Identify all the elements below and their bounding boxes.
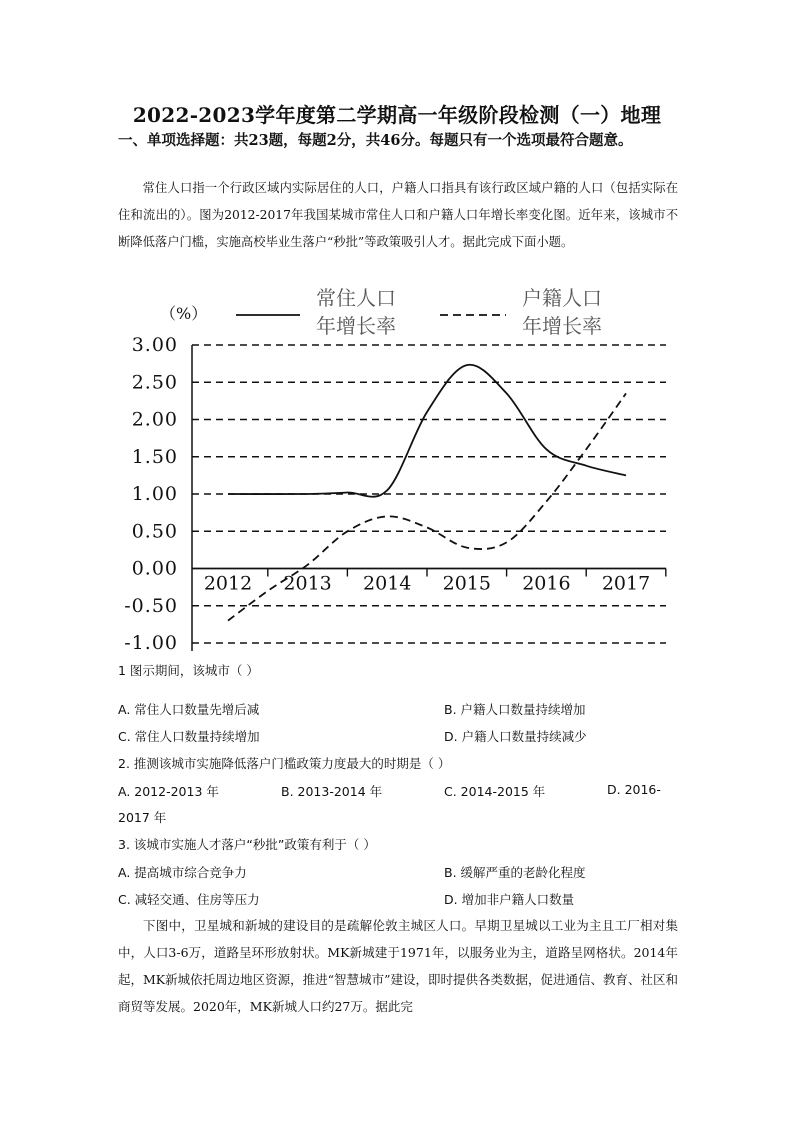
page-title: 2022-2023学年度第二学期高一年级阶段检测（一）地理 [132, 103, 662, 127]
x-tick-label: 2016 [522, 572, 571, 595]
legend-label: 年增长率 [316, 314, 396, 338]
x-tick-label: 2014 [363, 572, 412, 595]
question-1-option-d[interactable]: D. 户籍人口数量持续减少 [444, 729, 587, 744]
question-3-stem: 3. 该城市实施人才落户“秒批”政策有利于（ ） [118, 837, 376, 852]
question-3-option-a[interactable]: A. 提高城市综合竞争力 [118, 865, 247, 880]
section-heading: 一、单项选择题：共23题，每题2分，共46分。每题只有一个选项最符合题意。 [118, 132, 633, 149]
question-3-option-b[interactable]: B. 缓解严重的老龄化程度 [444, 865, 586, 880]
y-tick-label: 2.00 [131, 408, 178, 431]
y-tick-label: -0.50 [124, 594, 178, 617]
y-tick-label: 1.00 [131, 483, 178, 505]
x-tick-label: 2015 [442, 572, 491, 595]
y-tick-label: 2.50 [131, 371, 178, 394]
y-tick-label: 0.00 [131, 557, 178, 580]
y-tick-label: -1.00 [124, 632, 178, 654]
x-tick-label: 2017 [601, 572, 651, 595]
question-2-option-b[interactable]: B. 2013-2014 年 [281, 784, 383, 799]
question-3-option-d[interactable]: D. 增加非户籍人口数量 [444, 892, 575, 907]
y-unit-label: （%） [160, 304, 208, 323]
question-1-stem: 1 图示期间，该城市（ ） [118, 663, 259, 678]
question-2-option-a[interactable]: A. 2012-2013 年 [118, 784, 219, 799]
legend-label: 户籍人口 [522, 286, 602, 310]
legend-label: 年增长率 [522, 314, 602, 338]
question-3-option-c[interactable]: C. 减轻交通、住房等压力 [118, 892, 260, 907]
y-tick-label: 3.00 [131, 334, 178, 356]
question-2-option-d[interactable]: D. 2016- [607, 782, 661, 797]
question-1-option-a[interactable]: A. 常住人口数量先增后减 [118, 702, 260, 717]
question-2-option-d-continued: 2017 年 [118, 810, 167, 825]
population-growth-chart [108, 283, 678, 655]
second-paragraph: 下图中，卫星城和新城的建设目的是疏解伦敦主城区人口。早期卫星城以工业为主且工厂相对集中，人口3-6万，道路呈环形放射状。MK新城建于1971年，以服务业为主，道路呈网格状。2014年起，MK新城依托周边地区资源，推进“智慧城市”建设，即时提供各类数据，促进通信、教育、社区和商贸等发展。2020年，MK新城人口约27万。据此完 [118, 918, 678, 1014]
question-1-option-b[interactable]: B. 户籍人口数量持续增加 [444, 702, 586, 717]
legend-label: 常住人口 [316, 286, 396, 310]
intro-paragraph: 常住人口指一个行政区域内实际居住的人口，户籍人口指具有该行政区域户籍的人口（包括实际在住和流出的）。图为2012-2017年我国某城市常住人口和户籍人口年增长率变化图。近年来，该城市不断降低落户门槛，实施高校毕业生落户“秒批”等政策吸引人才。据此完成下面小题。 [118, 181, 678, 249]
question-2-option-c[interactable]: C. 2014-2015 年 [444, 784, 546, 799]
x-tick-label: 2013 [283, 572, 332, 595]
question-2-stem: 2. 推测该城市实施降低落户门槛政策力度最大的时期是（ ） [118, 756, 451, 771]
question-1-option-c[interactable]: C. 常住人口数量持续增加 [118, 729, 260, 744]
y-tick-label: 0.50 [131, 520, 178, 543]
y-tick-label: 1.50 [131, 445, 178, 468]
x-tick-label: 2012 [203, 572, 253, 595]
